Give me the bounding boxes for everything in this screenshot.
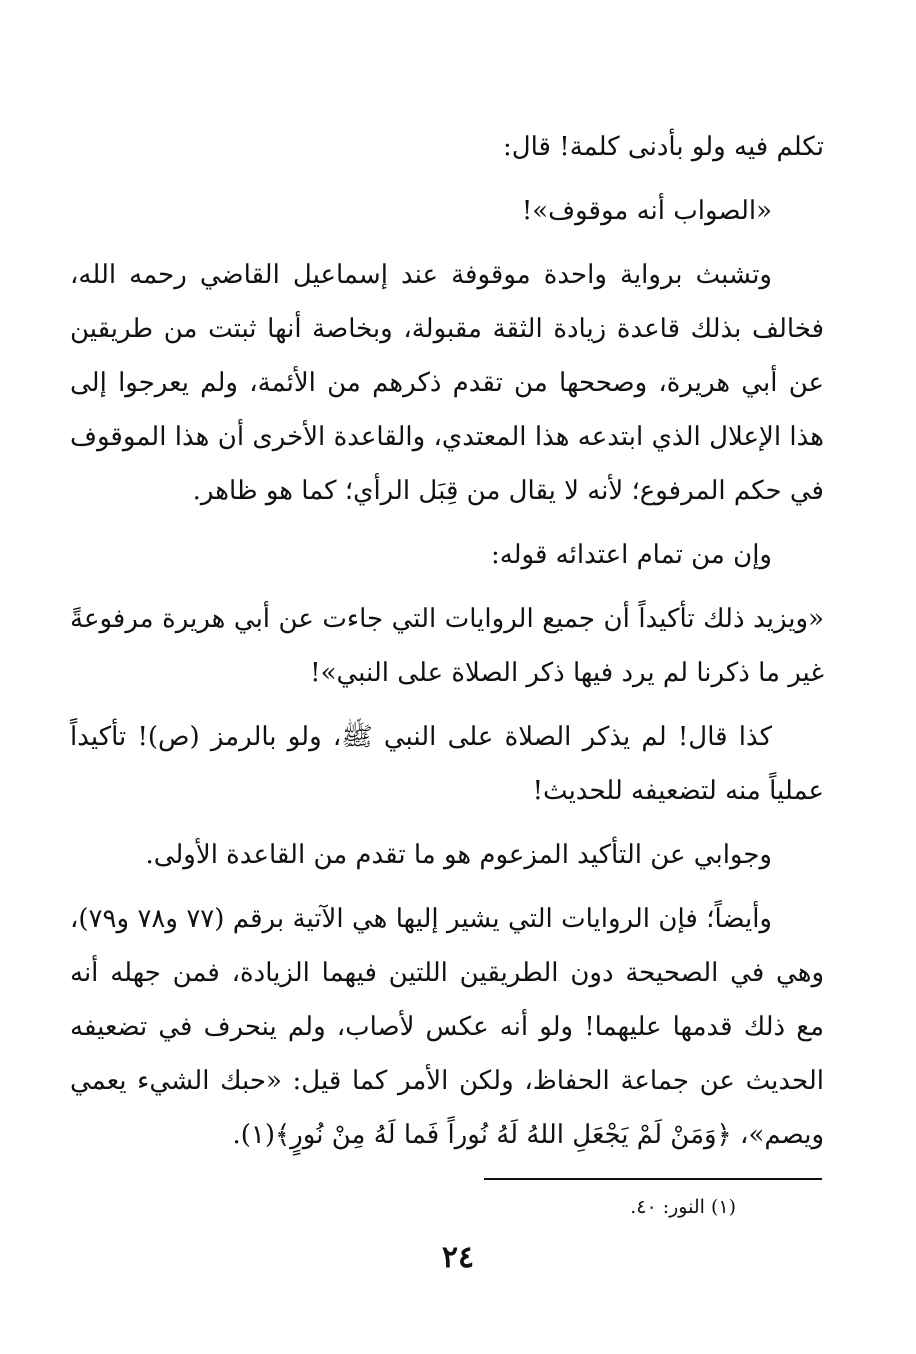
paragraph: وأيضاً؛ فإن الروايات التي يشير إليها هي الآتية برقم (٧٧ و٧٨ و٧٩)، وهي في الصحيحة دون الطريقين اللتين فيهما الزيادة، فمن جهله أنه مع ذلك قدمها عليهما! ولو أنه عكس لأصاب، ولم ينحرف في تضعيفه الحديث عن جماعة الحفاظ، ولكن الأمر كما قيل: «حبك الشيء يعمي ويصم»، ﴿وَمَنْ لَمْ يَجْعَلِ اللهُ لَهُ نُوراً فَما لَهُ مِنْ نُورٍ﴾(١). (70, 904, 824, 1150)
footnote: (١) النور: ٤٠. (630, 1196, 736, 1218)
paragraph: وتشبث برواية واحدة موقوفة عند إسماعيل القاضي رحمه الله، فخالف بذلك قاعدة زيادة الثقة مقبولة، وبخاصة أنها ثبتت من طريقين عن أبي هريرة، وصححها من تقدم ذكرهم من الأئمة، ولم يعرجوا إلى هذا الإعلال الذي ابتدعه هذا المعتدي، والقاعدة الأخرى أن هذا الموقوف في حكم المرفوع؛ لأنه لا يقال من قِبَل الرأي؛ كما هو ظاهر. (70, 260, 824, 506)
paragraph: كذا قال! لم يذكر الصلاة على النبي ﷺ، ولو بالرمز (ص)! تأكيداً عملياً منه لتضعيفه للحديث! (70, 722, 824, 806)
footnote-divider (484, 1178, 822, 1180)
main-text (70, 120, 824, 1172)
paragraph: «الصواب أنه موقوف»! (521, 196, 772, 226)
page-number: ٢٤ (441, 1240, 475, 1275)
paragraph: وجوابي عن التأكيد المزعوم هو ما تقدم من القاعدة الأولى. (145, 840, 772, 870)
paragraph: وإن من تمام اعتدائه قوله: (490, 540, 772, 570)
paragraph: تكلم فيه ولو بأدنى كلمة! قال: (502, 132, 824, 162)
quoted-paragraph: «ويزيد ذلك تأكيداً أن جميع الروايات التي جاءت عن أبي هريرة مرفوعةً غير ما ذكرنا لم يرد فيها ذكر الصلاة على النبي»! (70, 604, 825, 688)
